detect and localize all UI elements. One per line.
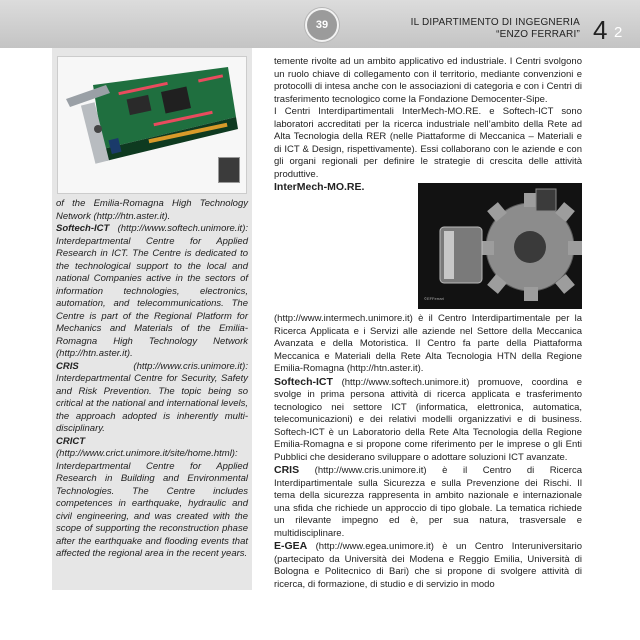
- sidebar-softech-title: Softech-ICT: [56, 223, 110, 234]
- sidebar-softech-body: (http://www.softech.unimore.it): Interdepartmental Centre for Applied Research in ICT. The Centre is dedicated to the technological support to the local and national Companies active in the sectors of information technologies, electronics, automation, and telecommunications. The Centre is part of the Regional Platform for Mechanics and Materials of the Emilia-Romagna High Technology Network (http://htn.aster.it).: [56, 223, 248, 359]
- photo-logo-tag: [218, 157, 240, 183]
- sidebar-cris: [56, 361, 248, 436]
- paragraph-egea: [274, 540, 582, 591]
- cris-body: (http://www.cris.unimore.it) è il Centro di Ricerca Interdipartimentale sulla Sicurezza e sulla Prevenzione dei Rischi. Il tema della sicurezza rappresenta in ambito nazionale e internazionale una sfida che richiede un approccio di tipo globale. La tematica richiede un rilevante impegno ed è, per sua natura, trasversale e multidisciplinare.: [274, 465, 582, 539]
- page-number-badge: 39: [305, 8, 339, 42]
- softech-body: (http://www.softech.unimore.it) promuove, coordina e svolge in prima persona attività di ricerca applicata e trasferimento tecnologico nei settore ICT (informatica, elettronica, automatica, telecomunicazioni) e dei relativi modelli organizzativi e di business. Softech-ICT è un Laboratorio della Rete Alta Tecnologia della Regione Emilia-Romagna e si propone come riferimento per le imprese o gli Enti Pubblici che desiderano sviluppare o adottare soluzioni ICT avanzate.: [274, 376, 582, 463]
- english-sidebar: [52, 48, 252, 590]
- gear-image: [418, 183, 582, 309]
- main-column: [274, 56, 582, 591]
- next-chapter-number: 2: [614, 24, 623, 41]
- paragraph-1: temente rivolte ad un ambito applicativo ed industriale. I Centri svolgono un ruolo chiave di collegamento con il territorio, mediante convenzioni e protocolli di intesa anche con le associazioni di categoria e con i Centri di trasferimento tecnologico come la Fondazione Democenter-Sipe.: [274, 56, 582, 105]
- sidebar-text: [56, 198, 248, 561]
- egea-title: E-GEA: [274, 540, 308, 552]
- paragraph-cris: [274, 464, 582, 540]
- cris-title: CRIS: [274, 464, 300, 476]
- chapter-number: 4: [593, 15, 608, 45]
- gear-photo-credit: ©EFFerrari: [424, 295, 444, 301]
- network-card-photo: [57, 56, 247, 194]
- department-title: [411, 17, 580, 41]
- gear-photo: [418, 183, 582, 309]
- sidebar-crict-title: CRICT: [56, 435, 86, 447]
- egea-body: (http://www.egea.unimore.it) è un Centro Interuniversitario (partecipato da Università dei Modena e Reggio Emilia, Università di Bologna e Politecnico di Bari) che si propone di svolgere attività di ricerca, di formazione, di studio e di servizio in modo: [274, 541, 582, 590]
- sidebar-softech: [56, 223, 248, 361]
- sidebar-cris-title: CRIS: [56, 360, 79, 372]
- intermech-body: (http://www.intermech.unimore.it) è il Centro Interdipartimentale per la Ricerca Applicata e i Servizi alle aziende nel Settore della Meccanica Avanzata e della Motoristica. Il Centro fa parte della Piattaforma Meccanica e Materiali della Rete Alta Tecnologia HTN della Regione Emilia-Romagna (http://htn.aster.it).: [274, 313, 582, 374]
- paragraph-2: I Centri Interdipartimentali InterMech-MO.RE. e Softech-ICT sono laboratori accreditati per la ricerca industriale nell’ambito della Rete ad Alta Tecnologia della RER (nelle Piattaforme di Meccanica – Materiali e di ICT & Design, rispettivamente). Essi collaborano con le aziende e con gli organi regionali per definire le strategie di crescita delle attività produttive.: [274, 106, 582, 180]
- department-line-1: IL DIPARTIMENTO DI INGEGNERIA: [410, 17, 580, 28]
- paragraph-softech: [274, 376, 582, 465]
- softech-title: Softech-ICT: [274, 375, 333, 388]
- department-line-2: “ENZO FERRARI”: [496, 29, 580, 40]
- sidebar-crict-body: (http://www.crict.unimore.it/site/home.html): Interdepartmental Centre for Applied Research in Building and Environmental Technologies. The Centre includes competences in earthquake, hydraulic and civil engineering, and was created with the scope of supporting the reconstruction phase after the earthquake and flooding events that affected the regional area in the recent years.: [56, 448, 248, 559]
- sidebar-intro: of the Emilia-Romagna High Technology Network (http://htn.aster.it).: [56, 198, 248, 222]
- page-header: [0, 0, 640, 48]
- intermech-title: InterMech-MO.RE.: [274, 181, 365, 193]
- sidebar-cris-body: (http://www.cris.unimore.it): Interdepartmental Centre for Security, Safety and Risk Prevention. The topic being so critical at the national and international levels, the approach adopted is inherently multi-disciplinary.: [56, 360, 248, 434]
- sidebar-crict: [56, 436, 248, 561]
